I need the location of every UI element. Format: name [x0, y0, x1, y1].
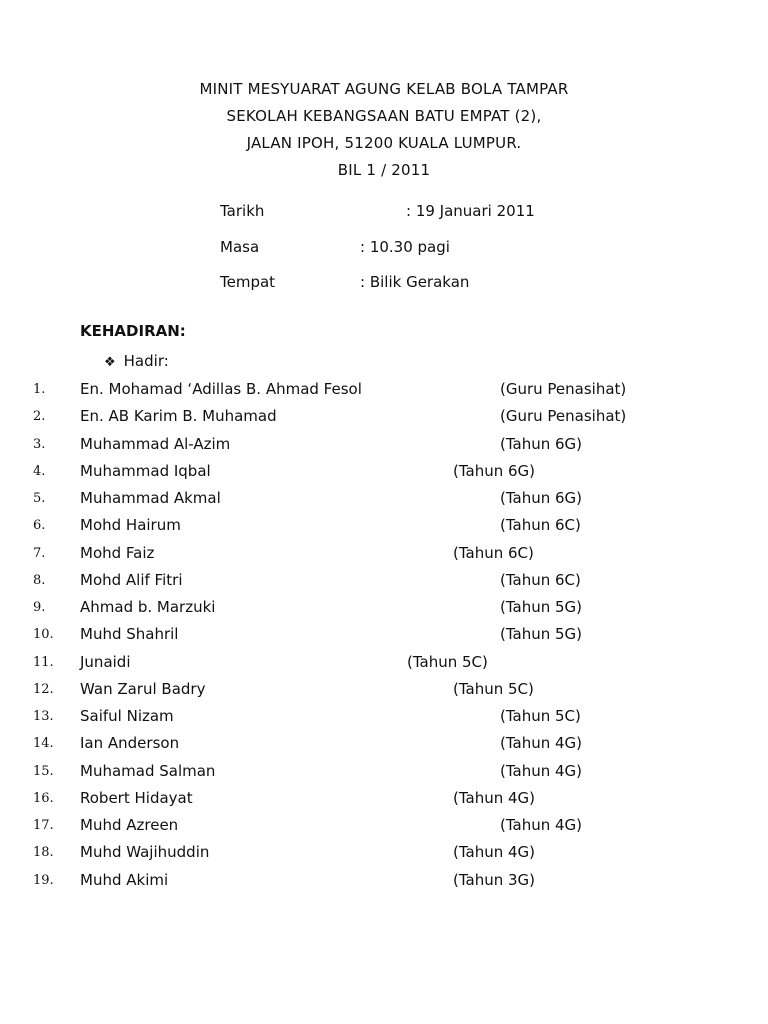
member-role: (Tahun 6G) — [453, 461, 536, 480]
attendance-row — [0, 489, 768, 513]
member-name: Mohd Alif Fitri — [80, 570, 183, 589]
attendance-row — [0, 707, 768, 731]
member-name: Ian Anderson — [80, 734, 180, 753]
attendance-row — [0, 734, 768, 758]
member-name: Ahmad b. Marzuki — [80, 598, 216, 616]
attendance-row — [0, 407, 768, 431]
document-title-line-1: MINIT MESYUARAT AGUNG KELAB BOLA TAMPAR — [199, 80, 569, 98]
member-name: Muhamad Salman — [80, 761, 216, 780]
member-name: Muhammad Iqbal — [80, 461, 211, 480]
date-label: Tarikh — [220, 202, 265, 220]
member-role: (Tahun 6G) — [500, 489, 583, 507]
member-name: Robert Hidayat — [80, 788, 193, 807]
document-title-line-4: BIL 1 / 2011 — [337, 161, 431, 179]
member-role: (Tahun 5C) — [453, 679, 534, 698]
row-number: 11. — [33, 654, 54, 670]
row-number: 7. — [33, 545, 46, 561]
row-number: 15. — [33, 763, 54, 779]
attendance-row — [0, 816, 768, 840]
member-name: Muhd Wajihuddin — [80, 843, 210, 862]
member-role: (Tahun 6C) — [453, 543, 534, 562]
attendance-row — [0, 762, 768, 786]
row-number: 3. — [33, 436, 46, 452]
member-name: Muhd Akimi — [80, 870, 169, 889]
row-number: 8. — [33, 572, 46, 588]
member-role: (Tahun 5G) — [500, 625, 583, 644]
place-label: Tempat — [220, 273, 276, 291]
member-name: Muhammad Akmal — [80, 489, 221, 507]
member-name: Muhd Azreen — [80, 816, 179, 834]
row-number: 4. — [33, 463, 46, 479]
member-name: Junaidi — [80, 652, 131, 671]
time-value: : 10.30 pagi — [360, 238, 450, 256]
member-role: (Tahun 6G) — [500, 434, 583, 453]
member-role: (Guru Penasihat) — [500, 407, 627, 426]
row-number: 13. — [33, 709, 54, 724]
attendance-row — [0, 871, 768, 895]
row-number: 5. — [33, 491, 46, 506]
diamond-bullet-icon: ❖ — [104, 355, 116, 370]
attendance-row — [0, 625, 768, 649]
attendance-row — [0, 571, 768, 595]
row-number: 16. — [33, 790, 54, 806]
member-role: (Tahun 5G) — [500, 598, 583, 616]
member-role: (Tahun 3G) — [453, 870, 536, 889]
attendance-row — [0, 653, 768, 677]
attendance-heading: KEHADIRAN: — [80, 322, 186, 340]
member-name: Saiful Nizam — [80, 707, 174, 725]
row-number: 18. — [33, 845, 54, 861]
present-subheading — [104, 352, 169, 370]
member-role: (Tahun 4G) — [453, 843, 536, 862]
row-number: 2. — [33, 409, 46, 425]
row-number: 6. — [33, 518, 46, 534]
row-number: 9. — [33, 600, 46, 615]
member-role: (Tahun 5C) — [500, 707, 581, 725]
member-role: (Tahun 6C) — [500, 570, 581, 589]
member-name: Wan Zarul Badry — [80, 679, 206, 698]
member-name: Mohd Hairum — [80, 516, 181, 535]
attendance-row — [0, 462, 768, 486]
member-role: (Tahun 5C) — [407, 652, 488, 671]
member-name: Muhd Shahril — [80, 625, 179, 644]
row-number: 10. — [33, 627, 54, 643]
member-name: En. AB Karim B. Muhamad — [80, 407, 277, 426]
attendance-row — [0, 380, 768, 404]
row-number: 19. — [33, 872, 54, 888]
member-name: Muhammad Al-Azim — [80, 434, 231, 453]
row-number: 12. — [33, 681, 54, 697]
row-number: 1. — [33, 382, 46, 397]
row-number: 17. — [33, 818, 54, 833]
attendance-row — [0, 598, 768, 622]
present-label: Hadir: — [123, 352, 169, 370]
member-role: (Guru Penasihat) — [500, 380, 627, 398]
attendance-row — [0, 789, 768, 813]
document-title-line-3: JALAN IPOH, 51200 KUALA LUMPUR. — [246, 134, 522, 152]
time-label: Masa — [220, 238, 260, 256]
member-role: (Tahun 6C) — [500, 516, 581, 535]
row-number: 14. — [33, 736, 54, 752]
member-role: (Tahun 4G) — [453, 788, 536, 807]
attendance-row — [0, 843, 768, 867]
member-role: (Tahun 4G) — [500, 761, 583, 780]
member-name: En. Mohamad ‘Adillas B. Ahmad Fesol — [80, 380, 362, 398]
member-role: (Tahun 4G) — [500, 734, 583, 753]
date-value: : 19 Januari 2011 — [406, 202, 535, 220]
attendance-row — [0, 544, 768, 568]
member-name: Mohd Faiz — [80, 543, 155, 562]
attendance-row — [0, 516, 768, 540]
attendance-row — [0, 680, 768, 704]
attendance-row — [0, 435, 768, 459]
member-role: (Tahun 4G) — [500, 816, 583, 834]
document-title-line-2: SEKOLAH KEBANGSAAN BATU EMPAT (2), — [226, 107, 542, 125]
place-value: : Bilik Gerakan — [360, 273, 470, 291]
